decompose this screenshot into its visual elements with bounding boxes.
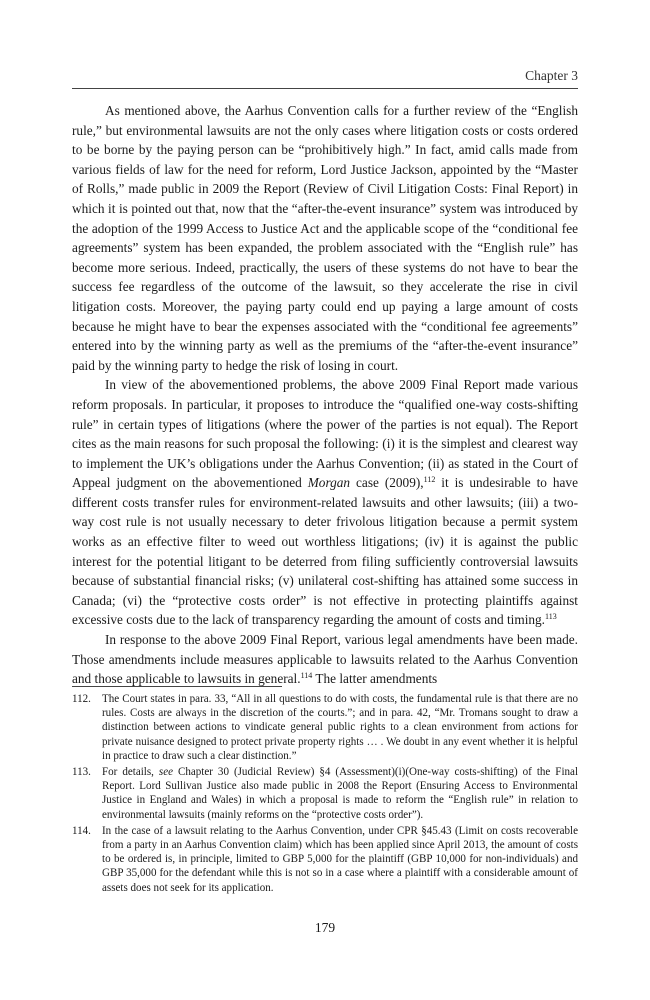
footnote-text [102, 765, 578, 822]
header-rule [72, 88, 578, 89]
paragraph-3 [72, 630, 578, 689]
footnote-112 [72, 692, 578, 763]
footnote-113 [72, 765, 578, 822]
footnote-number: 114. [72, 824, 91, 837]
page-number: 179 [314, 920, 336, 935]
see-italic: see [158, 766, 174, 779]
paragraph-3-part-1: In response to the above 2009 Final Report, various legal amendments have been made. Those amendments include measures applicable to lawsuits related to the Aarhus Convention and those applicable to lawsuits in general. [72, 632, 578, 687]
footnote-rule [72, 686, 282, 687]
footnote-number: 113. [72, 766, 91, 779]
case-name: Morgan [307, 475, 351, 491]
running-header: Chapter 3 [525, 68, 578, 83]
footnote-114 [72, 824, 578, 895]
paragraph-2-part-3: it is undesirable to have different costs transfer rules for environment-related lawsuits and other lawsuits; (iii) a two-way cost rule is not usually necessary to deter frivolous litigation because a permit system works as an effective filter to weed out worthless litigations; (iv) it is against the public interest for the potential litigant to be deterred from filing sufficiently controversial lawsuits because of substantial financial risks; (v) unilateral cost-shifting has attained some success in Canada; (vi) the “protective costs order” is not effective in protecting plaintiffs against excessive costs due to the lack of transparency regarding the amount of costs and timing. [72, 475, 578, 628]
paragraph-3-part-2: The latter amendments [312, 671, 438, 687]
footnotes [72, 692, 578, 897]
paragraph-2-part-2: case (2009), [350, 475, 424, 491]
footnote-ref-114[interactable]: 114 [300, 671, 313, 681]
footnote-text: In the case of a lawsuit relating to the Aarhus Convention, under CPR §45.43 (Limit on costs recoverable from a party in an Aarhus Convention claim) which has been applied since April 2013, the amount of costs to be ordered is, in principle, limited to GBP 5,000 for the plaintiff (GBP 10,000 for non-individuals) and GBP 35,000 for the defendant while this is not so in a case where a plaintiff with a considerable amount of assets does not seek for its application. [102, 824, 578, 894]
paragraph-2 [72, 375, 578, 630]
footnote-113-part-1: For details, [102, 766, 159, 779]
footnote-number: 112. [72, 693, 91, 705]
paragraph-1: As mentioned above, the Aarhus Convention calls for a further review of the “English rule,” but environmental lawsuits are not the only cases where litigation costs or costs ordered to be borne by the paying person can be “prohibitively high.” In fact, amid calls made from various fields of law for the need for reform, Lord Justice Jackson, appointed by the “Master of Rolls,” made public in 2009 the Report (Review of Civil Litigation Costs: Final Report) in which it is pointed out that, now that the “after-the-event insurance” system was introduced by the adoption of the 1999 Access to Justice Act and the applicable scope of the “conditional fee agreements” system has been expanded, the problem associated with the “English rule” has become more serious. Indeed, practically, the users of these systems do not have to bear the success fee regardless of the outcome of the lawsuit, so they accelerate the rise in civil litigation costs. Moreover, the paying party could end up paying a large amount of costs because he might have to bear the expenses associated with the “conditional fee agreements” entered into by the winning party as well as the premiums of the “after-the-event insurance” paid by the winning party to hedge the risk of losing in court. [72, 103, 578, 373]
paragraph-2-part-1: In view of the abovementioned problems, the above 2009 Final Report made various reform proposals. In particular, it proposes to introduce the “qualified one-way costs-shifting rule” in certain types of litigations (where the power of the parties is not equal). The Report cites as the main reasons for such proposal the following: (i) it is the simplest and clearest way to implement the UK’s obligations under the Aarhus Convention; (ii) as stated in the Court of Appeal judgment on the abovementioned [72, 377, 578, 491]
footnote-113-part-2: Chapter 30 (Judicial Review) §4 (Assessment)(i)(One-way costs-shifting) of the Final Report. Lord Sullivan Justice also made public in 2008 the Report (Ensuring Access to Environmental Justice in England and Wales) in which a proposal is made to reform the “English rule” in relation to environmental lawsuits (mainly reforms on the “protective costs order”). [102, 766, 579, 821]
footnote-text: The Court states in para. 33, “All in all questions to do with costs, the fundamental rule is that there are no rules. Costs are always in the discretion of the courts.”; and in para. 42, “Mr. Tromans sought to draw a distinction between actions to vindicate general public rights to a clean environment from actions for private nuisance designed to protect private property rights … . We doubt in any event whether it is helpful in practice to draw such a clear distinction.” [102, 693, 578, 762]
body-text [72, 101, 578, 689]
footnote-ref-113[interactable]: 113 [545, 612, 557, 622]
footnote-ref-112[interactable]: 112 [423, 475, 436, 485]
